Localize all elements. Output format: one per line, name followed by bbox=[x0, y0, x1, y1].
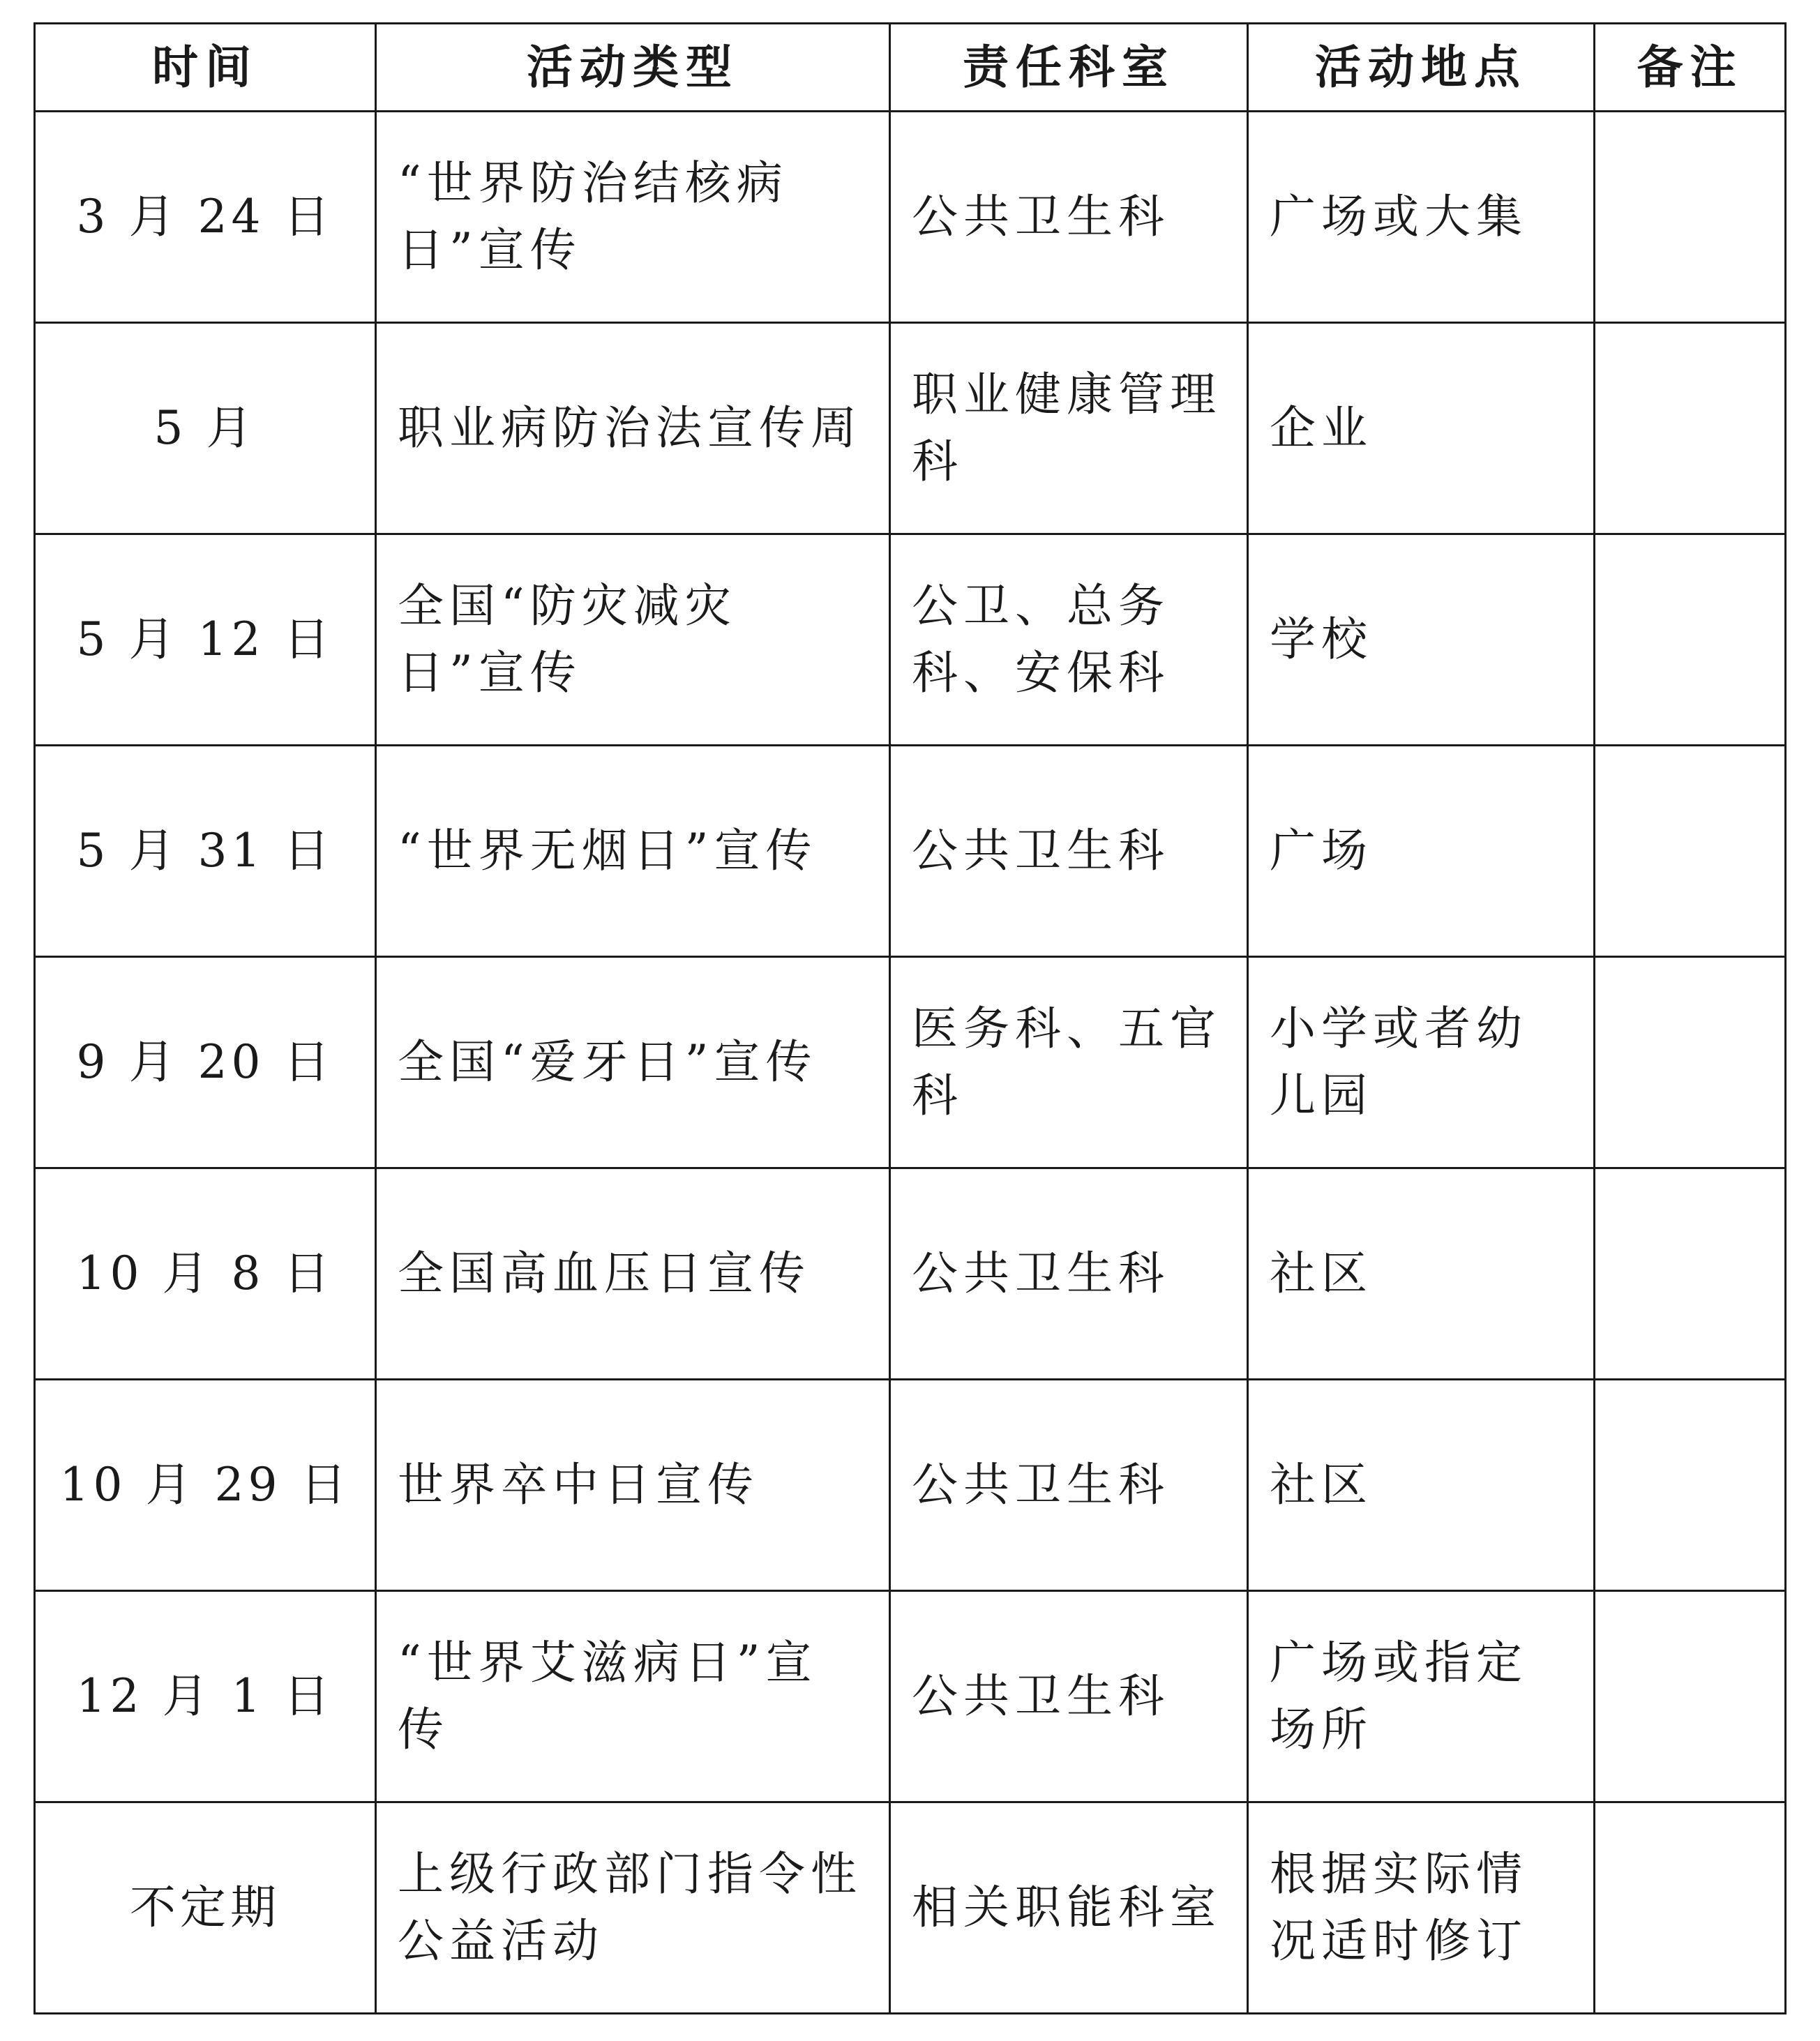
header-location: 活动地点 bbox=[1248, 24, 1595, 112]
cell-time: 5 月 bbox=[35, 323, 376, 534]
cell-time: 5 月 12 日 bbox=[35, 534, 376, 746]
header-row bbox=[35, 24, 1786, 112]
cell-time: 12 月 1 日 bbox=[35, 1591, 376, 1802]
table-row bbox=[35, 1802, 1786, 2014]
table-header bbox=[35, 24, 1786, 112]
cell-location: 广场或指定场所 bbox=[1248, 1591, 1595, 1802]
cell-responsible-dept: 公共卫生科 bbox=[890, 1591, 1248, 1802]
cell-time: 10 月 8 日 bbox=[35, 1168, 376, 1380]
cell-activity-type: 全国“爱牙日”宣传 bbox=[376, 957, 890, 1168]
cell-activity-type: “世界无烟日”宣传 bbox=[376, 746, 890, 957]
cell-responsible-dept: 公共卫生科 bbox=[890, 746, 1248, 957]
cell-time: 10 月 29 日 bbox=[35, 1380, 376, 1591]
activity-schedule-table bbox=[33, 22, 1787, 2014]
table-row bbox=[35, 112, 1786, 323]
cell-activity-type: “世界艾滋病日”宣传 bbox=[376, 1591, 890, 1802]
cell-note bbox=[1595, 1380, 1786, 1591]
cell-location: 小学或者幼儿园 bbox=[1248, 957, 1595, 1168]
cell-note bbox=[1595, 534, 1786, 746]
cell-time: 9 月 20 日 bbox=[35, 957, 376, 1168]
table-row bbox=[35, 1591, 1786, 1802]
header-time: 时间 bbox=[35, 24, 376, 112]
cell-note bbox=[1595, 1591, 1786, 1802]
cell-location: 广场或大集 bbox=[1248, 112, 1595, 323]
cell-responsible-dept: 医务科、五官科 bbox=[890, 957, 1248, 1168]
cell-location: 社区 bbox=[1248, 1380, 1595, 1591]
cell-note bbox=[1595, 746, 1786, 957]
cell-responsible-dept: 职业健康管理科 bbox=[890, 323, 1248, 534]
cell-responsible-dept: 公共卫生科 bbox=[890, 1168, 1248, 1380]
cell-activity-type: 上级行政部门指令性公益活动 bbox=[376, 1802, 890, 2014]
cell-location: 社区 bbox=[1248, 1168, 1595, 1380]
table-row bbox=[35, 957, 1786, 1168]
cell-note bbox=[1595, 1168, 1786, 1380]
cell-time: 不定期 bbox=[35, 1802, 376, 2014]
cell-note bbox=[1595, 957, 1786, 1168]
cell-note bbox=[1595, 323, 1786, 534]
cell-time: 3 月 24 日 bbox=[35, 112, 376, 323]
cell-activity-type: 世界卒中日宣传 bbox=[376, 1380, 890, 1591]
cell-activity-type: 全国“防灾减灾日”宣传 bbox=[376, 534, 890, 746]
table-body bbox=[35, 112, 1786, 2014]
table-row bbox=[35, 534, 1786, 746]
cell-activity-type: “世界防治结核病日”宣传 bbox=[376, 112, 890, 323]
cell-responsible-dept: 公共卫生科 bbox=[890, 1380, 1248, 1591]
table-row bbox=[35, 1168, 1786, 1380]
cell-location: 广场 bbox=[1248, 746, 1595, 957]
header-note: 备注 bbox=[1595, 24, 1786, 112]
cell-responsible-dept: 公共卫生科 bbox=[890, 112, 1248, 323]
cell-note bbox=[1595, 1802, 1786, 2014]
cell-location: 根据实际情况适时修订 bbox=[1248, 1802, 1595, 2014]
cell-location: 学校 bbox=[1248, 534, 1595, 746]
cell-activity-type: 全国高血压日宣传 bbox=[376, 1168, 890, 1380]
header-activity-type: 活动类型 bbox=[376, 24, 890, 112]
cell-responsible-dept: 相关职能科室 bbox=[890, 1802, 1248, 2014]
table-row bbox=[35, 323, 1786, 534]
cell-activity-type: 职业病防治法宣传周 bbox=[376, 323, 890, 534]
table-row bbox=[35, 1380, 1786, 1591]
cell-responsible-dept: 公卫、总务科、安保科 bbox=[890, 534, 1248, 746]
header-responsible-dept: 责任科室 bbox=[890, 24, 1248, 112]
table-row bbox=[35, 746, 1786, 957]
cell-time: 5 月 31 日 bbox=[35, 746, 376, 957]
cell-note bbox=[1595, 112, 1786, 323]
cell-location: 企业 bbox=[1248, 323, 1595, 534]
